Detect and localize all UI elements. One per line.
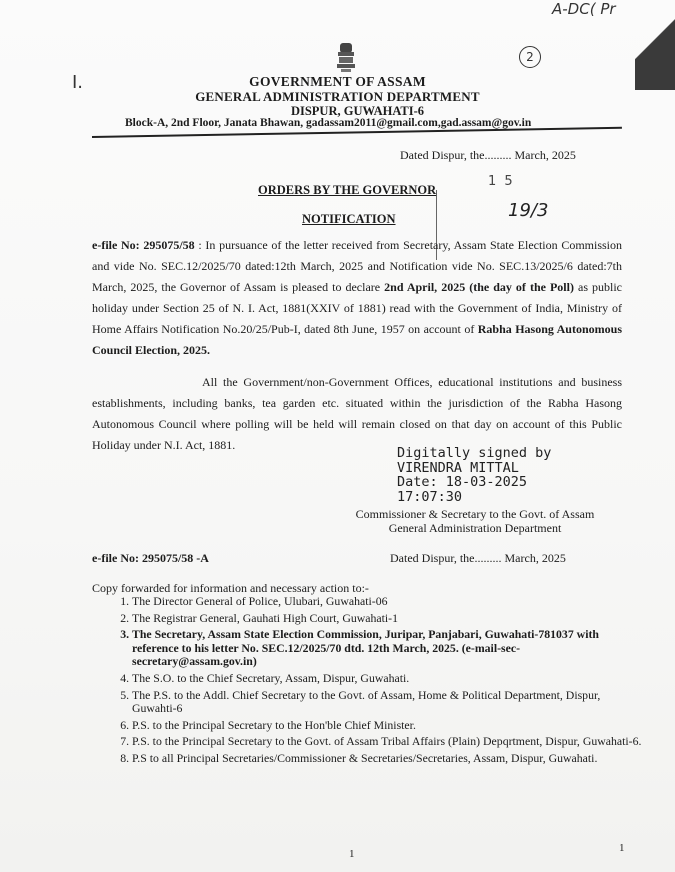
sig-line-2: VIRENDRA MITTAL bbox=[397, 459, 519, 476]
digital-signature-block bbox=[397, 446, 551, 504]
copy-recipient-list bbox=[112, 595, 644, 769]
list-item: 2. The Registrar General, Gauhati High Court, Guwahati-1 bbox=[132, 612, 644, 626]
list-item: 7. P.S. to the Principal Secretary to the Govt. of Assam Tribal Affairs (Plain) Depqrtment, Dispur, Guwahati-6. bbox=[132, 735, 644, 749]
notification-paragraph-2: All the Government/non-Government Offices, educational institutions and business establishments, including banks, tea garden etc. situated within the jurisdiction of the Rabha Hasong Autonomous Council where polling will be held will remain closed on that day on account of this Public Holiday under N.I. Act, 1881. bbox=[92, 375, 622, 452]
handwritten-note-top-right: A-DC( Pr bbox=[552, 0, 616, 18]
list-item: 8. P.S to all Principal Secretaries/Commissioner & Secretaries/Secretaries, Assam, Dispur, Guwahati. bbox=[132, 752, 644, 766]
holiday-date: 2nd April, 2025 (the day of the Poll) bbox=[384, 280, 574, 294]
notification-paragraph-1 bbox=[92, 235, 622, 361]
list-item: 5. The P.S. to the Addl. Chief Secretary to the Govt. of Assam, Home & Political Department, Dispur, Guwahti-6 bbox=[132, 689, 644, 716]
circled-number: 2 bbox=[519, 46, 541, 68]
sig-line-3: Date: 18-03-2025 bbox=[397, 474, 528, 490]
notification-title: NOTIFICATION bbox=[302, 212, 396, 226]
orders-title: ORDERS BY THE GOVERNOR bbox=[258, 183, 437, 197]
dated-line-bottom: Dated Dispur, the......... March, 2025 bbox=[390, 551, 566, 565]
header-government: GOVERNMENT OF ASSAM bbox=[249, 74, 426, 89]
signatory-designation bbox=[340, 507, 610, 535]
handwritten-mark-top-left: I. bbox=[72, 72, 84, 93]
list-item: 1. The Director General of Police, Ulubari, Guwahati-06 bbox=[132, 595, 644, 609]
election-name: Rabha Hasong Autonomous Council Election, 2025. bbox=[92, 322, 622, 357]
page-number: 1 bbox=[349, 848, 355, 860]
copy-forward-heading: Copy forwarded for information and necessary action to:- bbox=[92, 581, 369, 595]
para1-text-b: as public holiday under Section 25 of N. I. Act, 1881(XXIV of 1881) read with the Government of India, Ministry of Home Affairs Notification No.20/25/Pub-I, dated 8th June, 1957 on account of bbox=[92, 280, 623, 336]
state-emblem-icon bbox=[333, 40, 359, 74]
list-item: 3. The Secretary, Assam State Election Commission, Juripar, Panjabari, Guwahati-781037 with reference to his letter No. SEC.12/2025/70 dtd. 12th March, 2025. (e-mail-sec-secretary@assam.gov.in) bbox=[132, 628, 644, 669]
header-contact: Block-A, 2nd Floor, Janata Bhawan, gadassam2011@gmail.com,gad.assam@gov.in bbox=[125, 117, 532, 129]
sig-line-4: 17:07:30 bbox=[397, 488, 463, 505]
designation-line-1: Commissioner & Secretary to the Govt. of Assam bbox=[355, 507, 595, 521]
efile-number-copy: e-file No: 295075/58 -A bbox=[92, 551, 209, 565]
para1-text-a: : In pursuance of the letter received from Secretary, Assam State Election Commission and vide No. SEC.12/2025/70 dated:12th March, 2025 and Notification vide No. SEC.13/2025/6 dated:7th March, 2025, the Governor of Assam is pleased to declare bbox=[92, 238, 623, 294]
list-item: 4. The S.O. to the Chief Secretary, Assam, Dispur, Guwahati. bbox=[132, 672, 644, 686]
dated-line-top: Dated Dispur, the......... March, 2025 bbox=[400, 148, 576, 162]
received-stamp-date: 1 5 bbox=[488, 174, 515, 189]
page-number-right: 1 bbox=[619, 842, 625, 854]
header-address: DISPUR, GUWAHATI-6 bbox=[290, 104, 425, 118]
handwritten-signature: 19/3 bbox=[508, 200, 549, 221]
efile-number: e-file No: 295075/58 bbox=[92, 238, 195, 252]
list-item: 6. P.S. to the Principal Secretary to the Hon'ble Chief Minister. bbox=[132, 719, 644, 733]
header-department: GENERAL ADMINISTRATION DEPARTMENT bbox=[195, 89, 480, 104]
sig-line-1: Digitally signed by bbox=[397, 445, 552, 461]
designation-line-2: General Administration Department bbox=[388, 521, 562, 535]
